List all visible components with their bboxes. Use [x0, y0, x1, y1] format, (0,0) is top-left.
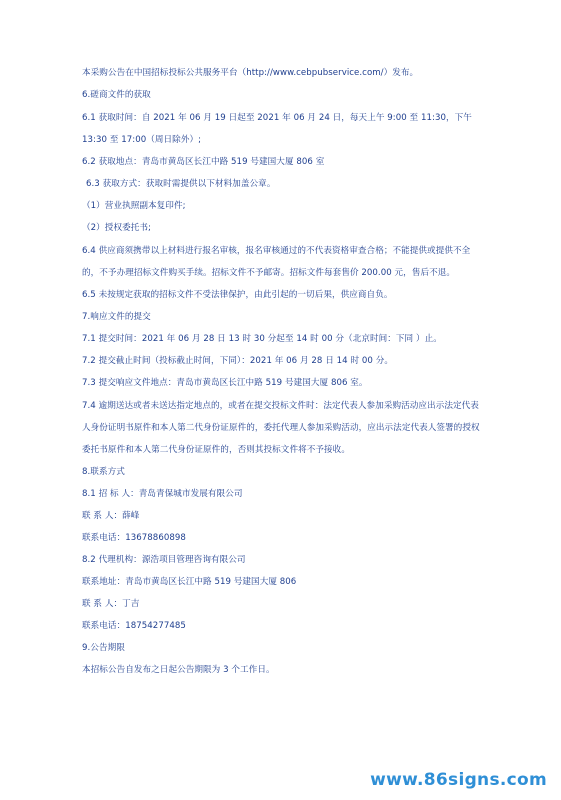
document-body — [82, 68, 487, 687]
clause-7-3: 7.3 提交响应文件地点：青岛市黄岛区长江中路 519 号建国大厦 806 室。 — [82, 378, 368, 388]
clause-6-1: 6.1 获取时间：自 2021 年 06 月 19 日起至 2021 年 06 月 24 日，每天上午 9:00 至 11:30，下午 13:30 至 17:00（周日除外）; — [82, 113, 472, 145]
clause-6-3: 6.3 获取方式：获取时需提供以下材料加盖公章。 — [86, 179, 276, 189]
notice-period: 本招标公告自发布之日起公告期限为 3 个工作日。 — [82, 665, 275, 675]
tenderer-phone: 联系电话：13678860898 — [82, 533, 186, 543]
clause-7-4: 7.4 逾期送达或者未送达指定地点的，或者在提交投标文件时：法定代表人参加采购活动应出示法定代表人身份证明书原件和本人第二代身份证原件的，委托代理人参加采购活动，应出示法定代表人签署的授权委托书原件和本人第二代身份证原件的，否则其投标文件将不予接收。 — [82, 401, 480, 455]
clause-6-5: 6.5 未按规定获取的招标文件不受法律保护，由此引起的一切后果，供应商自负。 — [82, 290, 393, 300]
section-heading-9: 9.公告期限 — [82, 643, 125, 653]
publication-note: 本采购公告在中国招标投标公共服务平台（http://www.cebpubservice.com/）发布。 — [82, 68, 419, 78]
section-heading-6: 6.磋商文件的获取 — [82, 90, 151, 100]
agency-address: 联系地址：青岛市黄岛区长江中路 519 号建国大厦 806 — [82, 577, 297, 587]
section-heading-7: 7.响应文件的提交 — [82, 312, 151, 322]
site-watermark: www.86signs.com — [370, 770, 547, 790]
agency-name: 8.2 代理机构：源浩项目管理咨询有限公司 — [82, 555, 246, 565]
agency-contact: 联 系 人：丁吉 — [82, 599, 140, 609]
section-heading-8: 8.联系方式 — [82, 467, 125, 477]
requirement-2: （2）授权委托书; — [82, 223, 151, 233]
tenderer-name: 8.1 招 标 人：青岛青保城市发展有限公司 — [82, 489, 243, 499]
clause-7-1: 7.1 提交时间：2021 年 06 月 28 日 13 时 30 分起至 14 时 00 分（北京时间：下同 ）止。 — [82, 334, 442, 344]
tenderer-contact: 联 系 人：薛峰 — [82, 511, 140, 521]
clause-6-2: 6.2 获取地点：青岛市黄岛区长江中路 519 号建国大厦 806 室 — [82, 157, 325, 167]
clause-6-4: 6.4 供应商须携带以上材料进行报名审核，报名审核通过的不代表资格审查合格；不能提供或提供不全的，不予办理招标文件购买手续。招标文件不予邮寄。招标文件每套售价 200.00 元，售后不退。 — [82, 246, 471, 278]
agency-phone: 联系电话：18754277485 — [82, 621, 186, 631]
clause-7-2: 7.2 提交截止时间（投标截止时间，下同）：2021 年 06 月 28 日 14 时 00 分。 — [82, 356, 393, 366]
requirement-1: （1）营业执照副本复印件; — [82, 201, 186, 211]
